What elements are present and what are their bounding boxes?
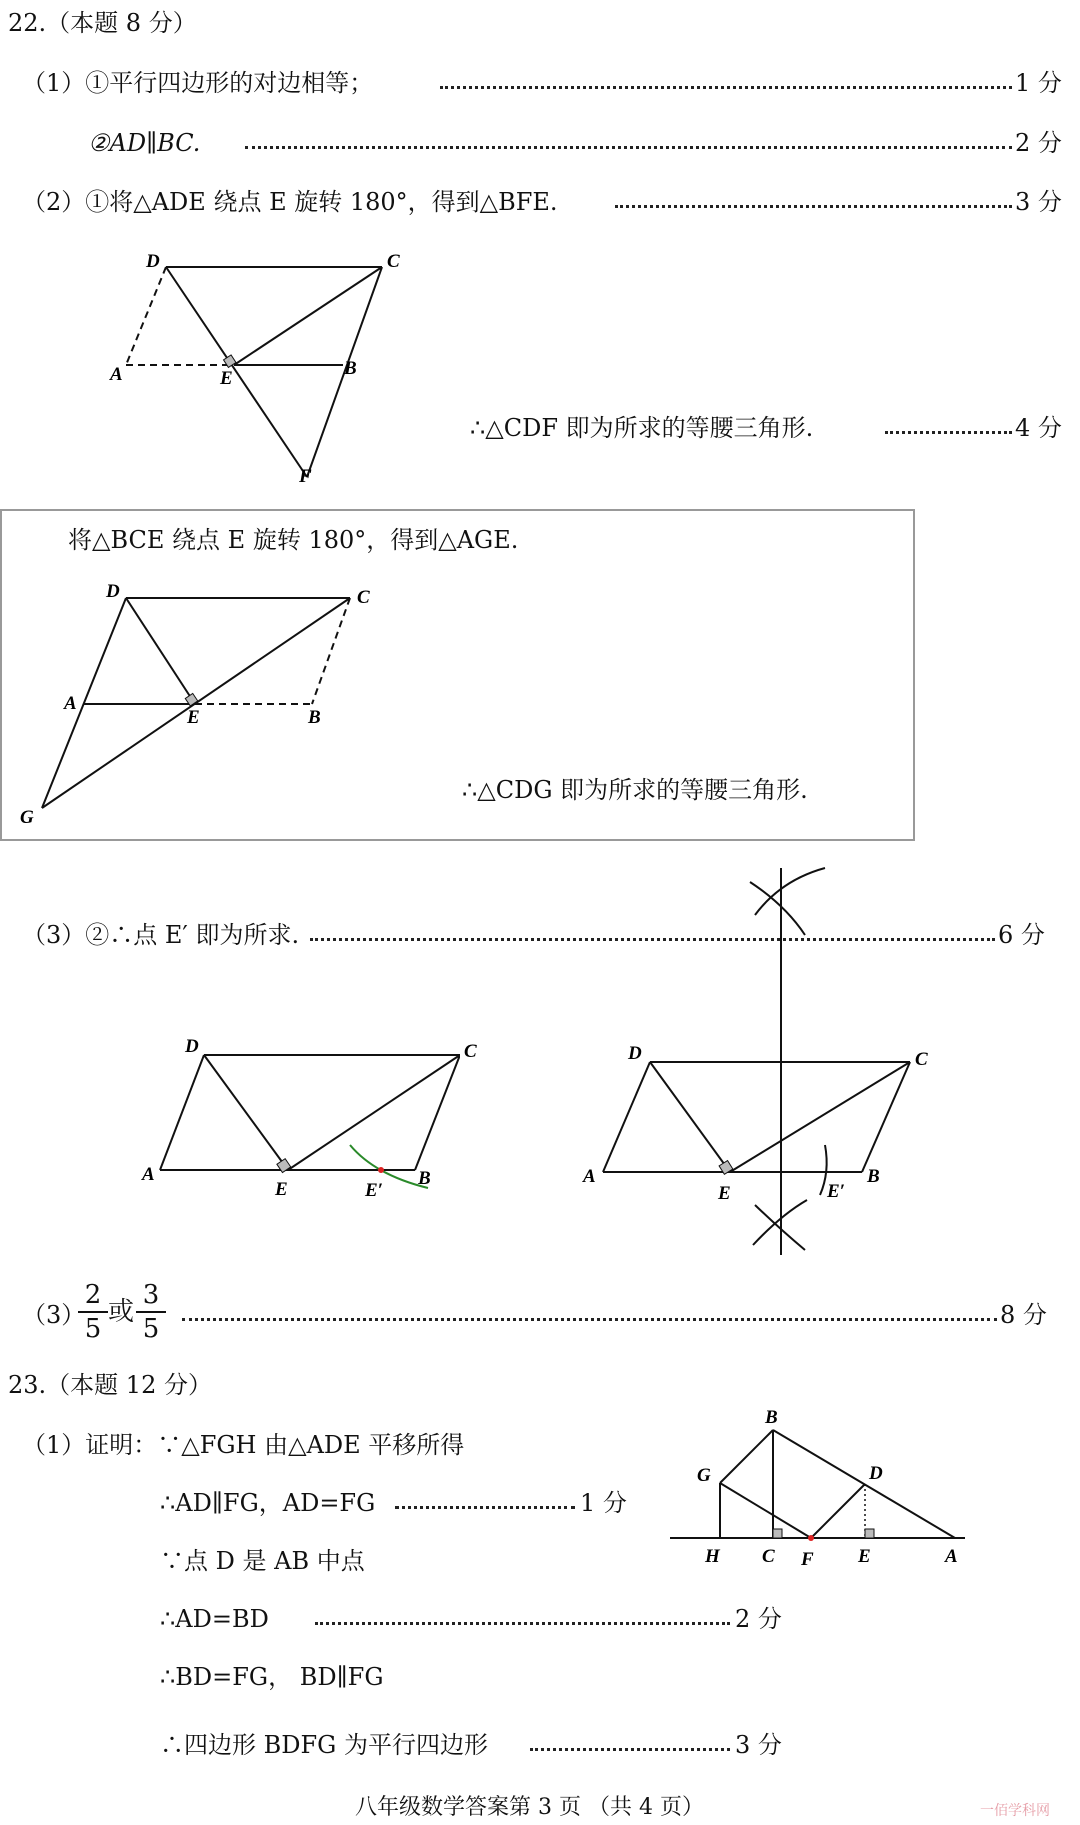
or-word: 或: [108, 1297, 135, 1327]
label-A: A: [142, 1164, 155, 1185]
fraction-three-fifths: $\frac{3}{5}$: [136, 1279, 166, 1345]
score-label: 6 分: [998, 921, 1045, 949]
label-C: C: [357, 587, 370, 608]
q23-line4: ∴AD=BD: [160, 1605, 269, 1633]
label-E: E: [187, 707, 200, 728]
score-label: 3 分: [735, 1731, 782, 1759]
label-G: G: [697, 1465, 711, 1486]
leader-dots: [440, 59, 1012, 89]
label-A: A: [64, 693, 77, 714]
figure-rotation-cdg: [10, 575, 390, 835]
label-D: D: [146, 251, 160, 272]
leader-dots: [615, 178, 1012, 208]
leader-dots: [530, 1721, 730, 1751]
label-E: E: [220, 368, 233, 389]
label-D: D: [869, 1463, 883, 1484]
svg-text:C: C: [464, 1041, 477, 1062]
label-G: G: [20, 807, 34, 828]
q23-line3: ∵点 D 是 AB 中点: [160, 1547, 365, 1575]
q23-line2: ∴AD∥FG，AD=FG: [160, 1489, 376, 1517]
alt-solution-line: 将△BCE 绕点 E 旋转 180°，得到△AGE.: [68, 526, 519, 554]
label-D: D: [628, 1043, 642, 1064]
label-E: E: [275, 1179, 288, 1200]
label-A: A: [110, 364, 123, 385]
label-F: F: [801, 1549, 814, 1570]
label-E-prime: E′: [827, 1181, 846, 1202]
label-E: E: [858, 1546, 871, 1567]
q22-part3-line: （3）②∴点 E′ 即为所求.: [22, 921, 300, 949]
figure-perpendicular-bisector: [575, 860, 935, 1260]
q22-part1-line2: ②AD∥BC.: [88, 129, 201, 157]
label-H: H: [705, 1546, 720, 1567]
label-C: C: [915, 1049, 928, 1070]
q22-part1-line1: （1）①平行四边形的对边相等；: [22, 69, 374, 97]
q23-line5: ∴BD=FG， BD∥FG: [160, 1663, 384, 1691]
score-label: 3 分: [1015, 188, 1062, 216]
page-footer: 八年级数学答案第 3 页 （共 4 页）: [355, 1795, 704, 1820]
label-F: F: [299, 466, 312, 487]
q22-header: 22.（本题 8 分）: [8, 9, 197, 37]
label-C: C: [762, 1546, 775, 1567]
figure-translation: [665, 1405, 980, 1570]
alt-solution-conclusion: ∴△CDG 即为所求的等腰三角形.: [462, 776, 808, 804]
q22-part3b-prefix: （3）: [22, 1301, 86, 1329]
q23-header: 23.（本题 12 分）: [8, 1371, 212, 1399]
q23-line1: （1）证明：∵△FGH 由△ADE 平移所得: [22, 1431, 465, 1459]
figure-rotation-adf: [100, 245, 420, 490]
leader-dots: [885, 404, 1012, 434]
q22-part2-line1: （2）①将△ADE 绕点 E 旋转 180°，得到△BFE.: [22, 188, 558, 216]
leader-dots: [245, 119, 1012, 149]
label-D: D: [106, 581, 120, 602]
label-B: B: [765, 1407, 778, 1428]
score-label: 4 分: [1015, 414, 1062, 442]
watermark: 一佰学科网: [980, 1803, 1050, 1819]
label-A: A: [945, 1546, 958, 1567]
label-D: D: [185, 1036, 199, 1057]
figure-arc-construction: [130, 1030, 460, 1215]
label-C: C: [387, 251, 400, 272]
leader-dots: [395, 1479, 575, 1509]
leader-dots: [315, 1595, 730, 1625]
q22-part2-conclusion: ∴△CDF 即为所求的等腰三角形.: [470, 414, 814, 442]
label-E-prime: E′: [365, 1180, 384, 1201]
label-B: B: [867, 1166, 880, 1187]
label-B: B: [344, 358, 357, 379]
label-E: E: [718, 1183, 731, 1204]
score-label: 1 分: [1015, 69, 1062, 97]
figure3-label-C: [460, 1035, 490, 1065]
score-label: 2 分: [735, 1605, 782, 1633]
label-B: B: [418, 1168, 431, 1189]
score-label: 1 分: [580, 1489, 627, 1517]
score-label: 2 分: [1015, 129, 1062, 157]
label-B: B: [308, 707, 321, 728]
label-A: A: [583, 1166, 596, 1187]
score-label: 8 分: [1000, 1301, 1047, 1329]
fraction-two-fifths: $\frac{2}{5}$: [78, 1279, 108, 1345]
leader-dots: [182, 1291, 997, 1321]
q23-line6: ∴四边形 BDFG 为平行四边形: [160, 1731, 488, 1759]
